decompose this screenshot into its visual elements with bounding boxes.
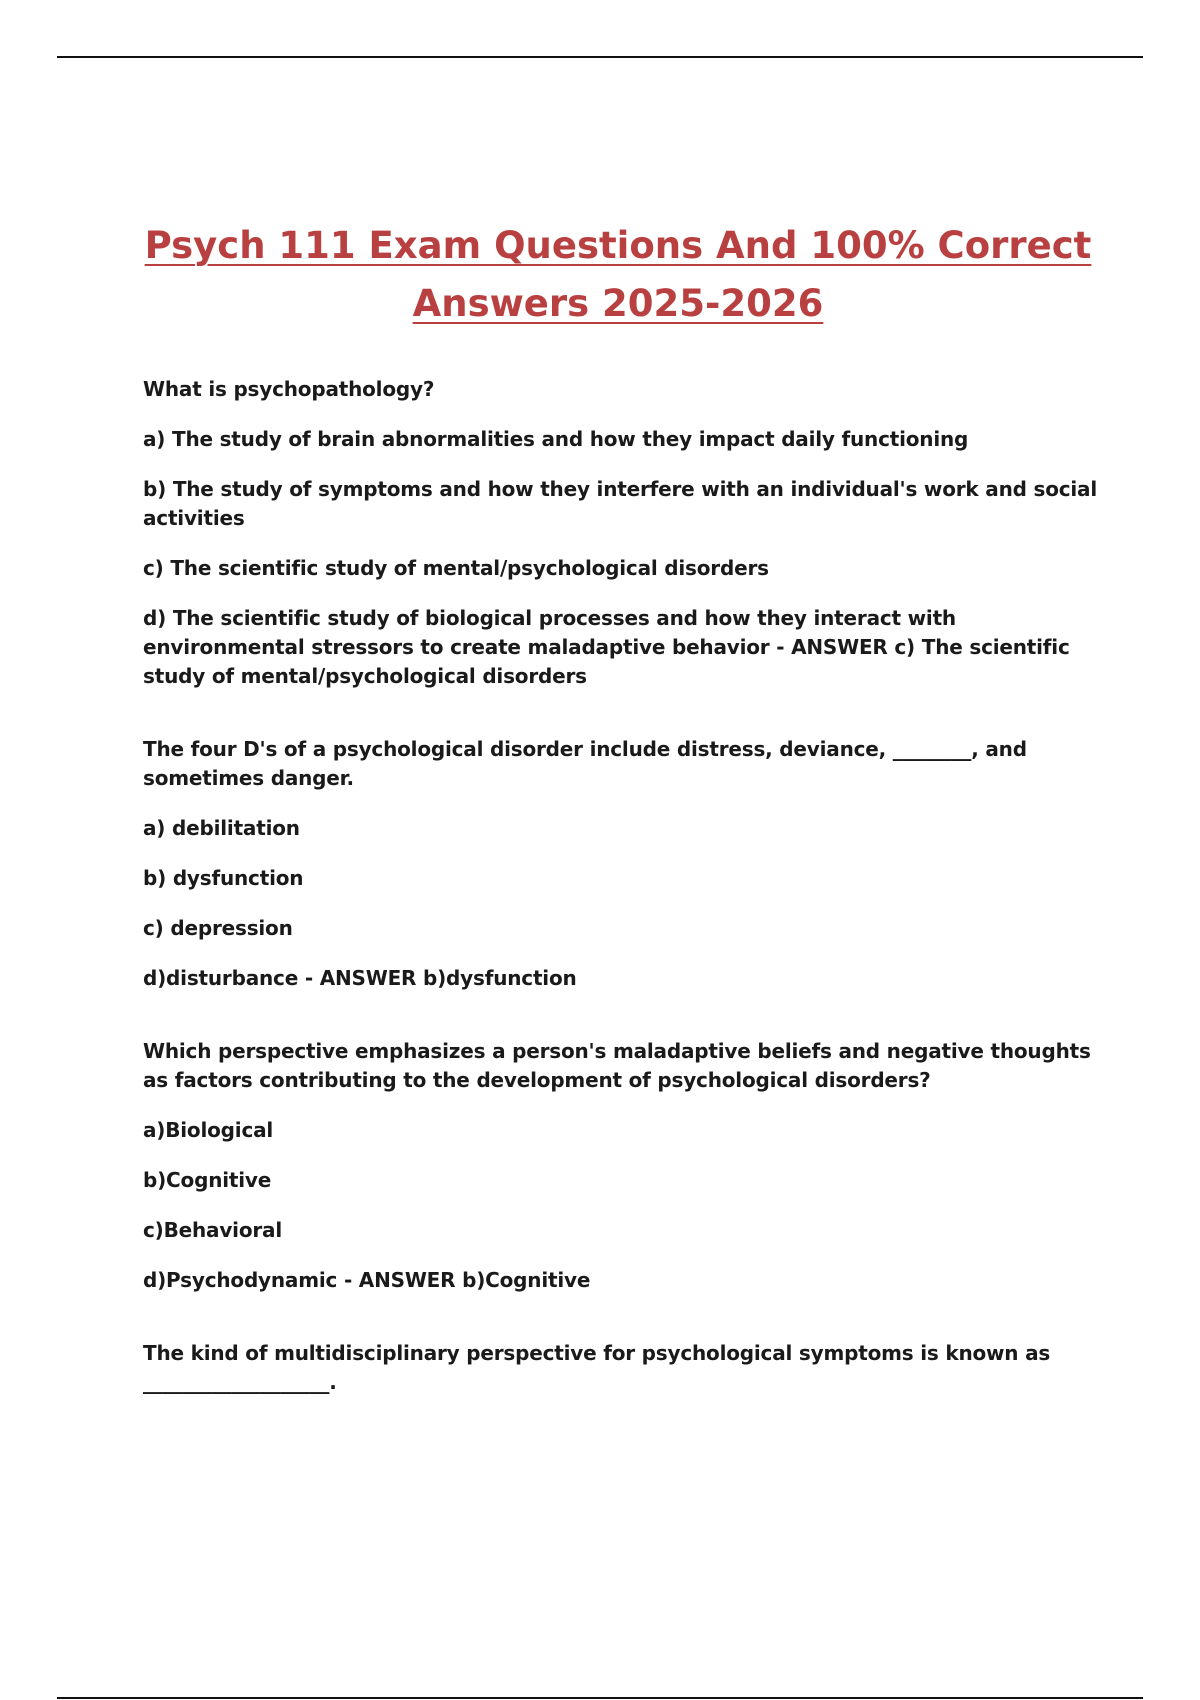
option-d-with-answer: d)disturbance - ANSWER b)dysfunction: [143, 966, 577, 990]
top-rule: [57, 56, 1143, 58]
title-line-1: Psych 111 Exam Questions And 100% Correct: [144, 223, 1092, 267]
option-b: b)Cognitive: [143, 1168, 272, 1192]
question-block-4: [143, 1339, 1103, 1397]
question-block-2: [143, 735, 1103, 993]
question-prompt: The four D's of a psychological disorder include distress, deviance, ________, and sometimes danger.: [143, 737, 1027, 790]
question-prompt: The kind of multidisciplinary perspective for psychological symptoms is known as ___________________.: [143, 1341, 1051, 1394]
option-c: c) depression: [143, 916, 293, 940]
bottom-rule: [57, 1697, 1143, 1699]
option-d-with-answer: d) The scientific study of biological processes and how they interact with environmental stressors to create maladaptive behavior - ANSWER c) The scientific study of mental/psychological disorders: [143, 606, 1070, 688]
option-c: c) The scientific study of mental/psychological disorders: [143, 556, 769, 580]
option-b: b) dysfunction: [143, 866, 304, 890]
document-title: [120, 217, 1116, 333]
option-d-with-answer: d)Psychodynamic - ANSWER b)Cognitive: [143, 1268, 591, 1292]
question-block-3: [143, 1037, 1103, 1295]
option-a: a) The study of brain abnormalities and how they impact daily functioning: [143, 427, 969, 451]
option-a: a) debilitation: [143, 816, 300, 840]
question-list: [143, 375, 1103, 1397]
option-b: b) The study of symptoms and how they interfere with an individual's work and social activities: [143, 477, 1098, 530]
option-a: a)Biological: [143, 1118, 274, 1142]
question-prompt: What is psychopathology?: [143, 377, 435, 401]
option-c: c)Behavioral: [143, 1218, 282, 1242]
title-line-2: Answers 2025-2026: [412, 281, 824, 325]
question-block-1: [143, 375, 1103, 691]
question-prompt: Which perspective emphasizes a person's maladaptive beliefs and negative thoughts as factors contributing to the development of psychological disorders?: [143, 1039, 1091, 1092]
